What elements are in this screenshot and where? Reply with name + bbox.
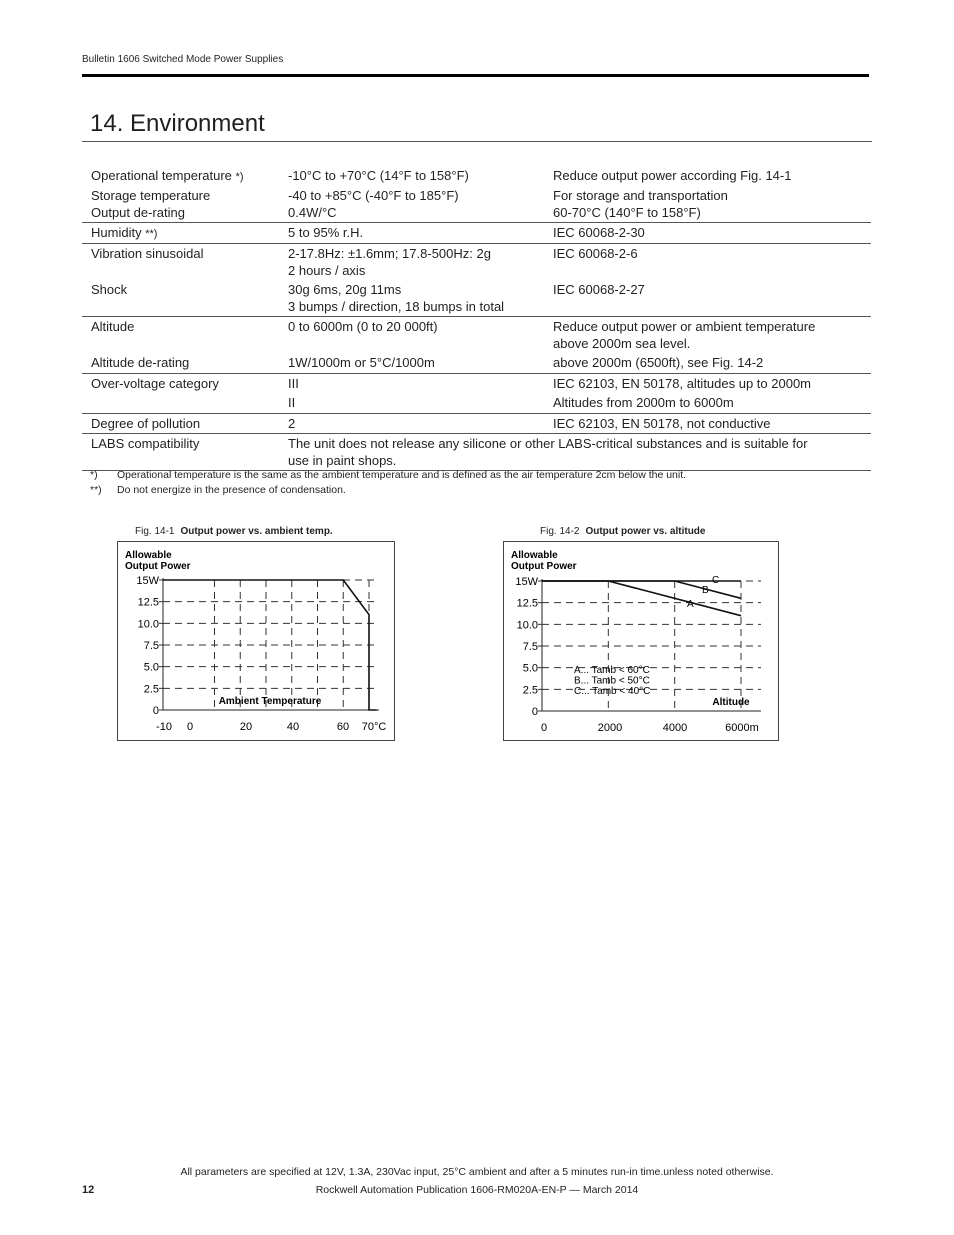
x-tick-label: 6000m [725, 722, 759, 734]
title-rule [82, 141, 872, 142]
series-label-C: C [712, 575, 720, 586]
x-tick-label: 70°C [361, 721, 387, 733]
spec-row [82, 353, 871, 373]
figure-title: Output power vs. ambient temp. [180, 526, 333, 537]
spec-row [82, 413, 871, 434]
x-axis-title: Ambient Temperature [218, 696, 322, 707]
param-value: 30g 6ms, 20g 11ms [288, 282, 402, 297]
y-tick-label: 12.5 [516, 597, 538, 610]
footer-publication: Rockwell Automation Publication 1606-RM020A-EN-P — March 2014 [315, 1184, 639, 1196]
spec-row [82, 317, 871, 354]
param-label: Altitude de-rating [82, 353, 279, 373]
y-tick-label: 7.5 [143, 640, 159, 652]
param-note: above 2000m (6500ft), see Fig. 14-2 [544, 353, 871, 373]
param-value: 2-17.8Hz: ±1.6mm; 17.8-500Hz: 2g [288, 246, 491, 261]
param-value: 0.4W/°C [279, 205, 544, 222]
x-tick-label: -10 [156, 721, 172, 733]
param-label: Degree of pollution [82, 413, 279, 434]
footnote-mark: **) [145, 227, 158, 240]
param-label [82, 393, 279, 413]
spec-row [82, 434, 871, 471]
y-tick-label: 5.0 [522, 662, 538, 675]
footnote-text: Operational temperature is the same as the ambient temperature and is defined as the air temperature 2cm below the unit. [117, 469, 687, 481]
series-line-A [542, 581, 741, 616]
y-tick-label: 5.0 [143, 661, 159, 674]
chart-svg [504, 542, 778, 740]
footnote [90, 468, 686, 483]
param-note: IEC 62103, EN 50178, not conductive [544, 413, 871, 434]
spec-row [82, 222, 871, 244]
param-note: 60-70°C (140°F to 158°F) [544, 205, 871, 222]
chart-power-vs-temp [117, 541, 395, 741]
param-value: 2 [279, 413, 544, 434]
param-value: -10°C to +70°C (14°F to 158°F) [288, 168, 469, 183]
series-label-B: B [702, 585, 709, 596]
param-note: IEC 60068-2-30 [544, 222, 871, 244]
spec-row [82, 373, 871, 393]
spec-row [82, 393, 871, 413]
param-label: Output de-rating [82, 205, 279, 222]
param-value-line2: use in paint shops. [288, 452, 397, 468]
y-tick-label: 7.5 [522, 641, 538, 653]
figure-caption-1 [135, 526, 333, 537]
param-value: 5 to 95% r.H. [279, 222, 544, 244]
param-label: Humidity [91, 224, 142, 240]
footnote [90, 483, 686, 498]
param-label: Shock [82, 280, 279, 317]
param-value: II [279, 393, 544, 413]
param-value: 1W/1000m or 5°C/1000m [279, 353, 544, 373]
y-axis-title: Allowable [125, 550, 172, 561]
param-note: IEC 60068-2-6 [553, 246, 638, 261]
y-tick-label: 2.5 [143, 683, 159, 696]
footer-note: All parameters are specified at 12V, 1.3A, 230Vac input, 25°C ambient and after a 5 minutes run-in time.unless noted otherwise. [180, 1166, 774, 1178]
figure-number: Fig. 14-1 [135, 526, 175, 537]
figure-number: Fig. 14-2 [540, 526, 580, 537]
param-value: The unit does not release any silicone or other LABS-critical substances and is suitable for [288, 436, 808, 451]
y-tick-label: 2.5 [522, 684, 538, 697]
param-label: Storage temperature [91, 187, 211, 203]
param-label: Altitude [91, 319, 135, 334]
param-value: 0 to 6000m (0 to 20 000ft) [288, 319, 438, 334]
spec-row [82, 205, 871, 222]
param-label: Operational temperature [91, 168, 232, 183]
footnote-mark: *) [235, 171, 244, 183]
y-axis-title: Output Power [511, 561, 577, 572]
param-note: IEC 60068-2-27 [544, 280, 871, 317]
y-axis-title: Output Power [125, 561, 191, 572]
footnote-text: Do not energize in the presence of condensation. [117, 484, 346, 496]
footnote-mark: *) [90, 469, 98, 481]
y-tick-label: 15W [136, 575, 159, 587]
section-title: 14. Environment [90, 110, 265, 137]
figure-caption-2 [540, 526, 705, 537]
y-tick-label: 0 [531, 706, 538, 718]
legend-entry: C... Tamb < 40°C [574, 686, 651, 697]
environment-spec-table [82, 168, 871, 471]
running-header: Bulletin 1606 Switched Mode Power Supplies [82, 54, 284, 65]
x-tick-label: 0 [540, 722, 548, 734]
param-note: For storage and transportation [553, 187, 728, 203]
param-value: -40 to +85°C (-40°F to 185°F) [288, 187, 459, 203]
param-note-line2: above 2000m sea level. [553, 335, 691, 351]
footnotes [90, 468, 686, 498]
y-tick-label: 10.0 [516, 619, 538, 632]
chart-power-vs-altitude [503, 541, 779, 741]
x-tick-label: 4000 [662, 722, 688, 734]
figure-title: Output power vs. altitude [585, 526, 706, 537]
y-tick-label: 10.0 [137, 618, 159, 631]
param-value: III [288, 375, 299, 391]
y-tick-label: 0 [152, 705, 159, 717]
x-tick-label: 60 [336, 721, 350, 733]
spec-row [82, 244, 871, 281]
param-value-line2: 2 hours / axis [288, 262, 366, 278]
series-label-A: A [687, 599, 694, 610]
y-axis-title: Allowable [511, 550, 558, 561]
x-tick-label: 20 [239, 721, 253, 733]
param-note: IEC 62103, EN 50178, altitudes up to 2000m [553, 375, 812, 391]
param-note: Reduce output power or ambient temperature [553, 319, 816, 334]
y-tick-label: 15W [515, 576, 538, 588]
x-axis-title: Altitude [712, 697, 750, 708]
spec-row [82, 280, 871, 317]
page-number: 12 [82, 1184, 95, 1196]
param-note: Altitudes from 2000m to 6000m [544, 393, 871, 413]
header-rule [82, 74, 869, 77]
legend-entry: B... Tamb < 50°C [574, 675, 650, 687]
x-tick-label: 40 [286, 721, 300, 733]
spec-row [82, 168, 871, 186]
legend-entry: A... Tamb < 60°C [574, 665, 650, 676]
param-label: Over-voltage category [91, 375, 219, 391]
spec-row [82, 186, 871, 206]
y-tick-label: 12.5 [137, 596, 159, 609]
param-value-line2: 3 bumps / direction, 18 bumps in total [288, 298, 505, 314]
param-label: LABS compatibility [82, 434, 279, 471]
x-tick-label: 2000 [597, 722, 623, 734]
footnote-mark: **) [90, 484, 102, 496]
x-tick-label: 0 [186, 721, 194, 733]
param-note: Reduce output power according Fig. 14-1 [553, 168, 792, 183]
chart-svg [118, 542, 394, 740]
param-label: Vibration sinusoidal [91, 246, 204, 261]
